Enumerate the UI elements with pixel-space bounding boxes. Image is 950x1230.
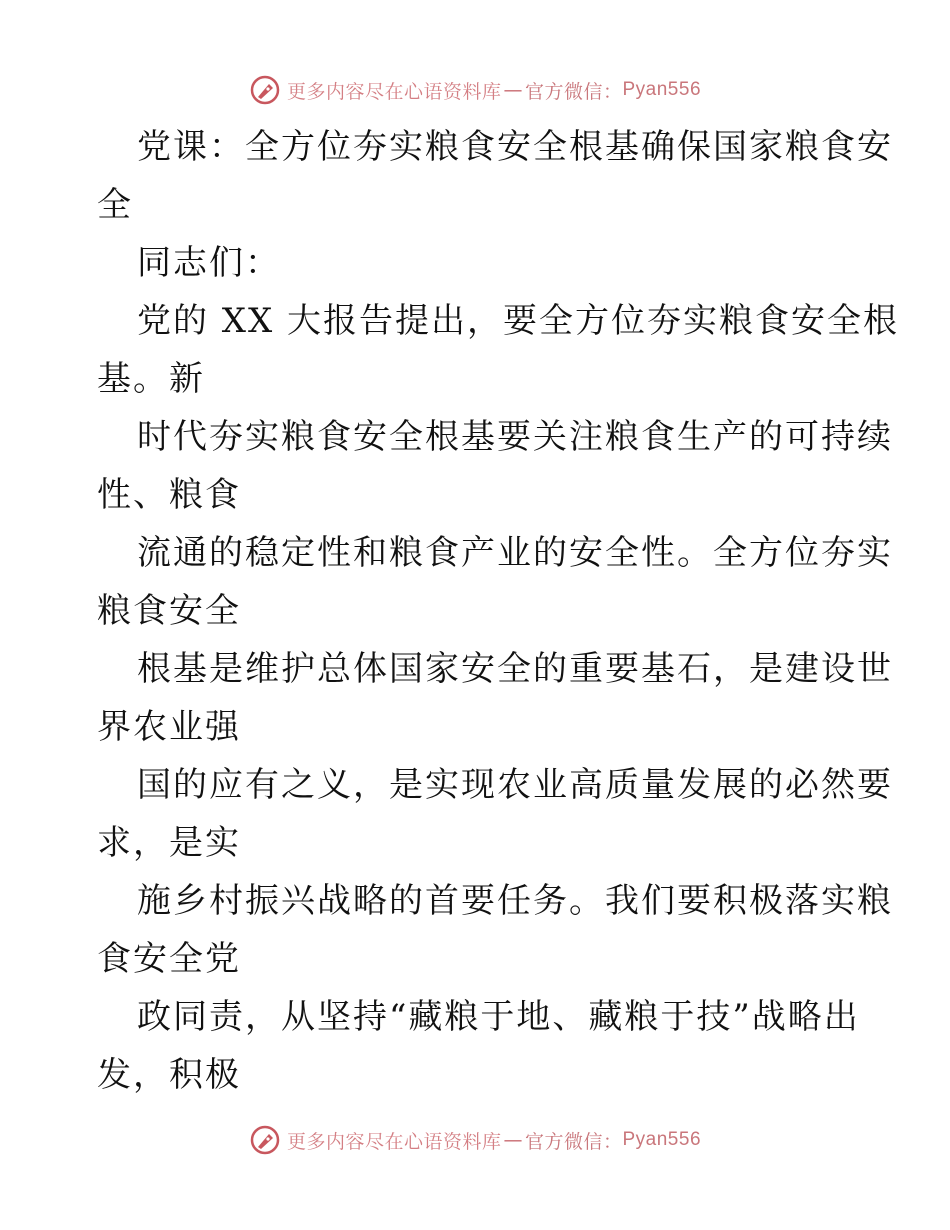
watermark-wechat-id: Pyan556	[622, 79, 702, 100]
paragraph-line: 界农业强	[97, 707, 241, 747]
watermark-separator: —	[503, 79, 523, 101]
document-body	[97, 118, 900, 1104]
watermark-wechat-label: 官方微信：	[524, 1130, 623, 1153]
footer-watermark	[0, 1118, 950, 1162]
paragraph-line: 流通的稳定性和粮食产业的安全性。全方位夯实	[137, 533, 893, 573]
paragraph-line: 时代夯实粮食安全根基要关注粮食生产的可持续	[137, 417, 893, 457]
header-watermark	[0, 68, 950, 112]
title-line-1: 党课：全方位夯实粮食安全根基确保国家粮食安	[137, 127, 893, 167]
paragraph-line: 党的 XX 大报告提出，要全方位夯实粮食安全根	[137, 301, 900, 341]
paragraph-line: 根基是维护总体国家安全的重要基石，是建设世	[137, 649, 893, 689]
paragraph-line: 施乡村振兴战略的首要任务。我们要积极落实粮	[137, 881, 893, 921]
watermark-wechat-label: 官方微信：	[524, 80, 623, 103]
watermark-text: 更多内容尽在心语资料库	[286, 80, 502, 103]
paragraph-line: 食安全党	[97, 939, 241, 979]
paragraph-line: 发，积极	[97, 1055, 241, 1095]
paragraph-line: 粮食安全	[97, 591, 241, 631]
paragraph-line: 性、粮食	[97, 475, 241, 515]
salutation: 同志们：	[137, 243, 281, 283]
pen-nib-icon	[249, 74, 281, 106]
title-line-2: 全	[97, 185, 133, 225]
watermark-text: 更多内容尽在心语资料库	[286, 1130, 502, 1153]
paragraph-line: 政同责，从坚持“藏粮于地、藏粮于技”战略出	[137, 997, 860, 1037]
paragraph-line: 国的应有之义，是实现农业高质量发展的必然要	[137, 765, 893, 805]
pen-nib-icon	[249, 1124, 281, 1156]
paragraph-line: 求，是实	[97, 823, 241, 863]
watermark-separator: —	[503, 1129, 523, 1151]
watermark-wechat-id: Pyan556	[622, 1129, 702, 1150]
paragraph-line: 基。新	[97, 359, 205, 399]
